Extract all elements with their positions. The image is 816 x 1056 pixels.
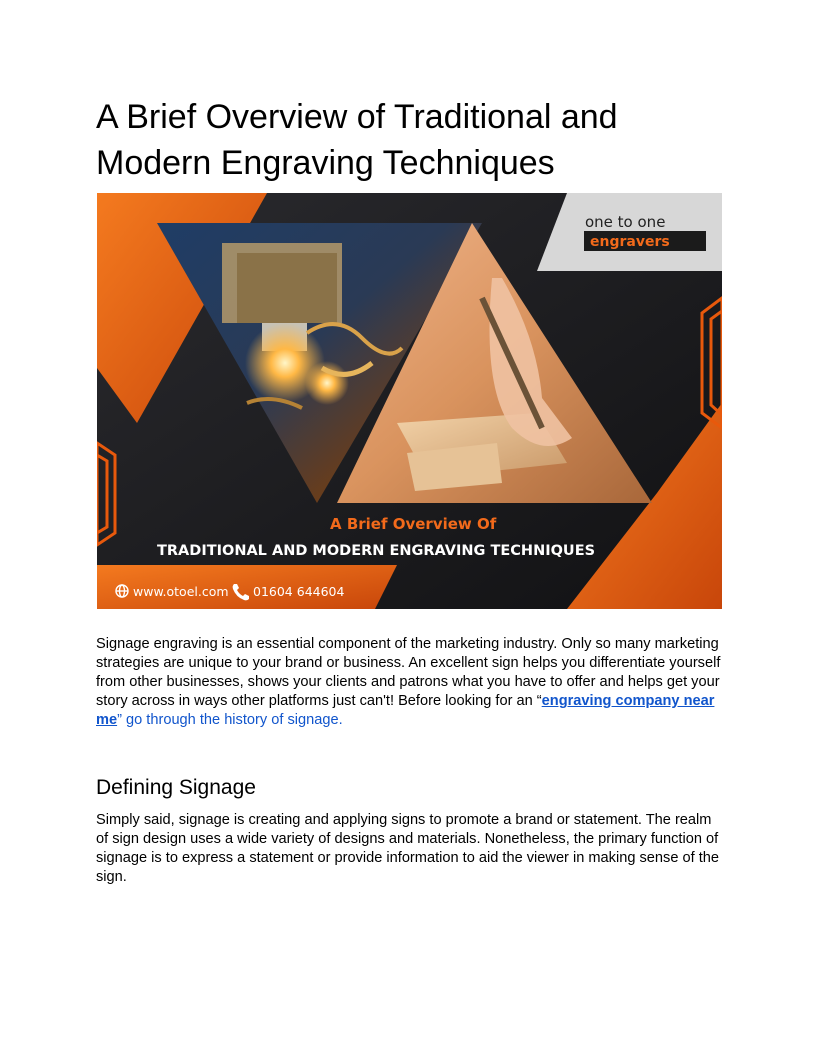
- website-text: www.otoel.com: [133, 584, 229, 599]
- intro-tail-text: ” go through the history of signage.: [117, 712, 343, 728]
- logo-line-1: one to one: [585, 213, 666, 231]
- intro-paragraph: [96, 635, 726, 730]
- logo-line-2: engravers: [590, 234, 670, 250]
- document-title: A Brief Overview of Traditional and Modern Engraving Techniques: [96, 98, 618, 182]
- defining-signage-paragraph: Simply said, signage is creating and applying signs to promote a brand or statement. The realm of sign design uses a wide variety of designs and materials. Nonetheless, the primary function of signage is to express a statement or provide information to aid the viewer in making sense of the sign.: [96, 812, 719, 885]
- banner-heading-line-2: TRADITIONAL AND MODERN ENGRAVING TECHNIQUES: [157, 543, 596, 559]
- phone-text: 01604 644604: [253, 584, 345, 599]
- hero-banner-image: [97, 193, 722, 609]
- engraving-company-link[interactable]: engraving company near me: [96, 693, 715, 728]
- company-logo: [537, 193, 722, 271]
- section-heading-defining-signage: Defining Signage: [96, 776, 256, 799]
- banner-heading-line-1: A Brief Overview Of: [330, 515, 497, 533]
- open-quote: “: [536, 693, 542, 709]
- intro-text: Signage engraving is an essential component of the marketing industry. Only so many marketing strategies are unique to your brand or business. An excellent sign helps you differentiate yourself from other businesses, shows your clients and patrons what you have to offer and helps get your story across in ways other platforms just can't! Before looking for an: [96, 636, 721, 709]
